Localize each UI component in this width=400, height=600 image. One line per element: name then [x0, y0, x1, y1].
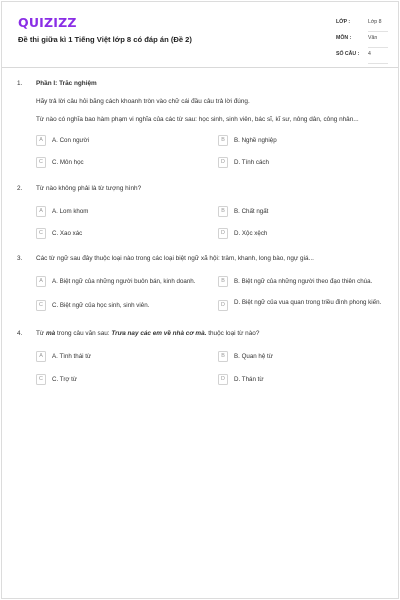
- option-letter: A: [36, 276, 46, 287]
- meta-label: SỐ CÂU :: [336, 51, 360, 57]
- option-letter: C: [36, 300, 46, 311]
- question-number: 3.: [17, 255, 23, 262]
- option-letter: B: [218, 135, 228, 146]
- meta-value: 4: [368, 51, 371, 57]
- option-letter: B: [218, 206, 228, 217]
- option-text: C. Xao xác: [52, 229, 83, 237]
- option-text: A. Tình thái từ: [52, 352, 92, 360]
- divider: [368, 63, 388, 64]
- meta-label: MÔN :: [336, 35, 352, 41]
- question-number: 2.: [17, 185, 23, 192]
- option-letter: D: [218, 374, 228, 385]
- option-text: C. Môn học: [52, 158, 84, 166]
- option-letter: A: [36, 135, 46, 146]
- option-letter: C: [36, 374, 46, 385]
- worksheet-page: [1, 1, 399, 599]
- question-text: Từ nào có nghĩa bao hàm phạm vi nghĩa của các từ sau: học sinh, sinh viên, bác sĩ, kĩ sư, nông dân, công nhân...: [36, 116, 359, 123]
- option-text: A. Con người: [52, 136, 90, 144]
- option-letter: C: [36, 228, 46, 239]
- option-text: D. Biệt ngữ của vua quan trong triều đình phong kiến.: [234, 299, 382, 306]
- option-text: B. Biệt ngữ của những người theo đạo thiên chúa.: [234, 277, 373, 285]
- option-text: B. Chất ngất: [234, 207, 269, 215]
- option-letter: B: [218, 351, 228, 362]
- instruction-text: Hãy trả lời câu hỏi bằng cách khoanh tròn vào chữ cái đầu câu trả lời đúng.: [36, 98, 250, 105]
- option-text: D. Tính cách: [234, 158, 269, 166]
- meta-row-class: [332, 16, 388, 32]
- option-text: A. Biệt ngữ của những người buôn bán, kinh doanh.: [52, 277, 196, 285]
- question-text-part: thuộc loại từ nào?: [206, 330, 260, 337]
- meta-value: Văn: [368, 35, 378, 41]
- option-text: D. Thán từ: [234, 375, 264, 383]
- option-text: C. Biệt ngữ của học sinh, sinh viên.: [52, 301, 150, 309]
- question-text-part: trong câu văn sau:: [55, 330, 112, 337]
- meta-row-subject: [332, 32, 388, 48]
- option-letter: B: [218, 276, 228, 287]
- option-text: D. Xộc xệch: [234, 229, 268, 237]
- option-letter: D: [218, 157, 228, 168]
- question-text-part: Từ: [36, 330, 46, 337]
- page-title: Đề thi giữa kì 1 Tiếng Việt lớp 8 có đáp án (Đề 2): [18, 35, 192, 44]
- option-text: B. Nghề nghiệp: [234, 136, 277, 144]
- option-letter: A: [36, 351, 46, 362]
- meta-info: [332, 16, 388, 64]
- question-number: 1.: [17, 80, 23, 87]
- question-text: Các từ ngữ sau đây thuộc loại nào trong các loại biệt ngữ xã hội: trẫm, khanh, long bào, ngự giá...: [36, 255, 314, 262]
- option-letter: D: [218, 300, 228, 311]
- question-text: [36, 330, 386, 337]
- option-text: A. Lom khom: [52, 207, 89, 215]
- meta-value: Lớp 8: [368, 19, 382, 25]
- option-text: C. Trợ từ: [52, 375, 78, 383]
- option-letter: A: [36, 206, 46, 217]
- emphasized-word: mà: [45, 330, 56, 337]
- option-letter: D: [218, 228, 228, 239]
- meta-row-count: [332, 48, 388, 64]
- emphasized-sentence: Trưa nay các em về nhà cơ mà.: [111, 330, 207, 337]
- quizizz-logo: QUIZIZZ: [18, 15, 77, 30]
- option-text: B. Quan hệ từ: [234, 352, 273, 360]
- question-text: Từ nào không phải là từ tượng hình?: [36, 185, 142, 192]
- question-number: 4.: [17, 330, 23, 337]
- meta-label: LỚP :: [336, 19, 351, 25]
- section-title: Phần I: Trắc nghiệm: [36, 80, 97, 87]
- worksheet-header: [2, 2, 398, 68]
- option-letter: C: [36, 157, 46, 168]
